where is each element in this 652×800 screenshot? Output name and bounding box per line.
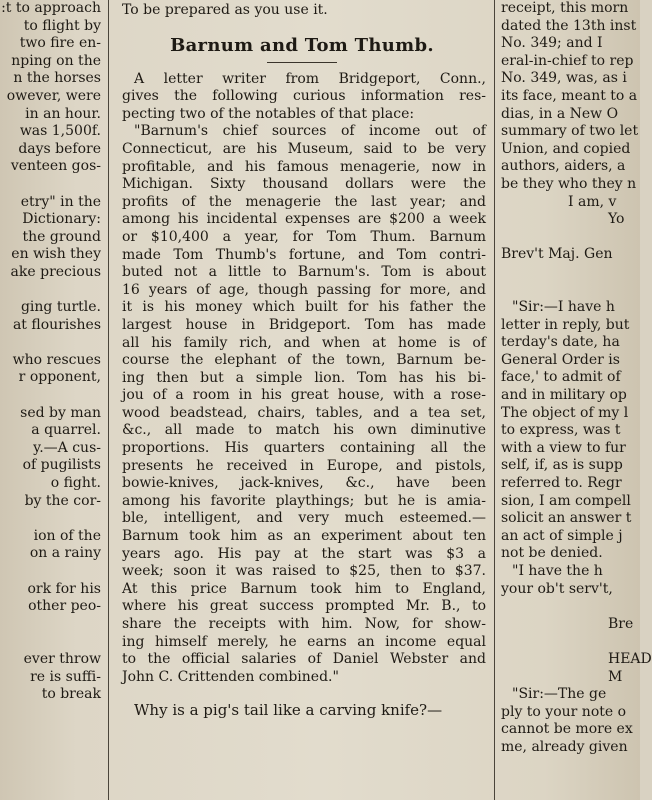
left-column-line bbox=[0, 616, 104, 634]
body-line: wood beadstead, chairs, tables, and a tea set, bbox=[122, 404, 486, 421]
right-column-line: HEAD bbox=[608, 650, 652, 667]
body-line: week; soon it was raised to $25, then to $37. bbox=[122, 563, 486, 580]
body-line: share the receipts with him. Now, for show- bbox=[122, 616, 486, 632]
right-column-line: not be denied. bbox=[501, 545, 603, 562]
right-column-line: Bre bbox=[608, 615, 634, 632]
left-column-line bbox=[0, 176, 104, 194]
body-line: profitable, and his famous menagerie, now in bbox=[122, 158, 486, 175]
right-column-line: eral-in-chief to rep bbox=[501, 52, 634, 69]
left-column-line bbox=[0, 633, 104, 651]
left-column-line: other peo- bbox=[28, 598, 101, 615]
center-column bbox=[112, 0, 492, 800]
left-column-line: ever throw bbox=[23, 650, 101, 667]
right-column-line: letter in reply, but bbox=[501, 316, 630, 333]
right-column-line: terday's date, ha bbox=[501, 334, 620, 351]
article-body bbox=[112, 123, 492, 686]
body-line: ing then but a simple lion. Tom has his bi- bbox=[122, 369, 486, 386]
right-column-line: with a view to fur bbox=[501, 439, 626, 456]
body-line: among his incidental expenses are $200 a week bbox=[122, 211, 486, 228]
right-column-line: to express, was t bbox=[501, 422, 621, 439]
left-column-line: en wish they bbox=[11, 246, 101, 263]
left-column-line: owever, were bbox=[6, 87, 101, 104]
left-column-line: days before bbox=[18, 140, 101, 157]
intro-line: A letter writer from Bridgeport, Conn., bbox=[134, 70, 486, 87]
article-title: Barnum and Tom Thumb. bbox=[170, 34, 434, 56]
right-column-line: "I have the h bbox=[512, 563, 603, 579]
right-column-line: cannot be more ex bbox=[501, 721, 633, 738]
left-column-line: ake precious bbox=[10, 263, 101, 280]
intro-line: gives the following curious information res- bbox=[122, 88, 486, 105]
body-line: it is his money which built for his father the bbox=[122, 299, 486, 316]
right-column-line: General Order is bbox=[501, 351, 620, 368]
body-line: buted not a little to Barnum's. Tom is about bbox=[122, 264, 486, 281]
left-column-line: in an hour. bbox=[25, 105, 101, 122]
left-column-line: o fight. bbox=[50, 475, 101, 492]
left-column bbox=[0, 0, 104, 800]
left-column-line bbox=[0, 510, 104, 528]
right-column bbox=[498, 0, 652, 800]
intro-line: pecting two of the notables of that place: bbox=[122, 105, 415, 122]
right-column-line bbox=[498, 282, 640, 300]
body-line: made Tom Thumb's fortune, and Tom contri- bbox=[122, 246, 486, 263]
right-column-line: face,' to admit of bbox=[501, 369, 621, 386]
body-line: proportions. His quarters containing all the bbox=[122, 440, 486, 457]
left-column-line: on a rainy bbox=[29, 545, 101, 562]
left-column-line bbox=[0, 563, 104, 581]
left-column-line: ork for his bbox=[27, 580, 101, 597]
left-column-line: n the horses bbox=[13, 70, 101, 87]
right-column-line: be they who they n bbox=[501, 175, 637, 192]
left-column-line: by the cor- bbox=[24, 492, 101, 509]
right-column-line: Brev't Maj. Gen bbox=[501, 246, 613, 263]
body-line: Michigan. Sixty thousand dollars were the bbox=[122, 176, 486, 193]
right-column-line: and in military op bbox=[501, 387, 627, 404]
right-column-line: an act of simple j bbox=[501, 527, 623, 544]
body-line: to the official salaries of Daniel Webster and bbox=[122, 651, 486, 668]
body-line: among his favorite playthings; but he is amia- bbox=[122, 492, 486, 509]
right-column-line: authors, aiders, a bbox=[501, 158, 626, 175]
left-column-line: ion of the bbox=[33, 527, 101, 544]
title-rule bbox=[267, 62, 337, 63]
right-column-line bbox=[498, 264, 640, 282]
right-column-line: dias, in a New O bbox=[501, 105, 619, 122]
right-column-line: "Sir:—I have h bbox=[512, 299, 615, 316]
left-column-line: re is suffi- bbox=[30, 668, 101, 685]
left-column-line: :t to approach bbox=[1, 0, 101, 16]
body-line: Barnum took him as an experiment about ten bbox=[122, 528, 486, 545]
left-column-line: to flight by bbox=[23, 17, 101, 34]
body-line: ing himself merely, he earns an income equal bbox=[122, 633, 486, 650]
body-line: 16 years of age, though passing for more, and bbox=[122, 281, 486, 298]
body-line: largest house in Bridgeport. Tom has made bbox=[122, 316, 486, 333]
right-column-line: Yo bbox=[608, 211, 625, 228]
column-rule-right bbox=[494, 0, 495, 800]
right-column-line bbox=[498, 633, 640, 651]
bottom-riddle: Why is a pig's tail like a carving knife?— bbox=[134, 701, 443, 720]
right-column-line: your ob't serv't, bbox=[501, 580, 613, 597]
right-column-line: me, already given bbox=[501, 738, 628, 755]
right-column-line: summary of two let bbox=[501, 123, 639, 140]
right-column-line bbox=[498, 229, 640, 247]
body-line: or $10,400 a year, for Tom Thum. Barnum bbox=[122, 228, 486, 245]
left-column-line: of pugilists bbox=[22, 457, 101, 474]
right-column-line: Union, and copied bbox=[501, 140, 631, 157]
left-column-line: two fire en- bbox=[19, 35, 101, 52]
left-column-line: was 1,500f. bbox=[19, 123, 101, 140]
body-line: bowie-knives, jack-knives, &c., have been bbox=[122, 475, 486, 492]
body-line: &c., all made to match his own diminutive bbox=[122, 422, 486, 439]
left-column-line: sed by man bbox=[20, 404, 101, 421]
left-column-line: ging turtle. bbox=[20, 299, 101, 316]
body-line: jou of a room in his great house, with a rose- bbox=[122, 387, 486, 404]
body-line: "Barnum's chief sources of income out of bbox=[134, 123, 486, 140]
left-column-line: to break bbox=[41, 686, 101, 703]
right-column-line: No. 349, was, as i bbox=[501, 70, 627, 87]
top-line: To be prepared as you use it. bbox=[122, 2, 328, 18]
body-line: years ago. His pay at the start was $3 a bbox=[122, 545, 486, 562]
body-line: Connecticut, are his Museum, said to be very bbox=[122, 140, 486, 157]
left-column-line bbox=[0, 334, 104, 352]
right-column-line: The object of my l bbox=[501, 404, 629, 421]
left-column-line: at flourishes bbox=[12, 316, 101, 333]
left-column-line bbox=[0, 282, 104, 300]
right-column-line: self, if, as is supp bbox=[501, 457, 623, 474]
body-line: profits of the menagerie the last year; and bbox=[122, 193, 486, 210]
left-column-line: venteen gos- bbox=[10, 158, 101, 175]
left-column-line: y.—A cus- bbox=[33, 439, 101, 456]
right-column-line: M bbox=[608, 668, 623, 685]
body-line: ble, intelligent, and very much esteemed.— bbox=[122, 510, 486, 527]
body-line: where his great success prompted Mr. B., to bbox=[122, 598, 486, 615]
left-column-line: nping on the bbox=[11, 52, 101, 69]
right-column-line: ply to your note o bbox=[501, 703, 627, 720]
right-column-line: its face, meant to a bbox=[501, 87, 638, 104]
left-column-line: a quarrel. bbox=[31, 422, 101, 439]
right-column-line: No. 349; and I bbox=[501, 35, 603, 52]
body-line: presents he received in Europe, and pistols, bbox=[122, 457, 486, 474]
right-column-line: "Sir:—The ge bbox=[512, 686, 607, 703]
right-column-line: dated the 13th inst bbox=[501, 17, 637, 34]
right-column-line: receipt, this morn bbox=[501, 0, 629, 16]
column-rule-left bbox=[108, 0, 109, 800]
body-line: John C. Crittenden combined." bbox=[122, 668, 339, 685]
left-column-line: r opponent, bbox=[18, 369, 101, 386]
right-column-line: solicit an answer t bbox=[501, 510, 632, 527]
article-intro bbox=[112, 71, 492, 124]
right-column-line: sion, I am compell bbox=[501, 492, 631, 509]
left-column-line bbox=[0, 387, 104, 405]
left-column-line: etry" in the bbox=[20, 193, 101, 210]
right-column-line: referred to. Regr bbox=[501, 475, 622, 492]
left-column-line: who rescues bbox=[12, 351, 101, 368]
left-column-line: Dictionary: bbox=[22, 211, 101, 228]
body-line: At this price Barnum took him to England, bbox=[122, 580, 486, 597]
body-line: course the elephant of the town, Barnum be- bbox=[122, 352, 486, 369]
left-column-line: the ground bbox=[22, 228, 101, 245]
right-column-line: I am, v bbox=[568, 193, 617, 210]
right-column-line bbox=[498, 598, 640, 616]
body-line: all his family rich, and when at home is of bbox=[122, 334, 486, 351]
